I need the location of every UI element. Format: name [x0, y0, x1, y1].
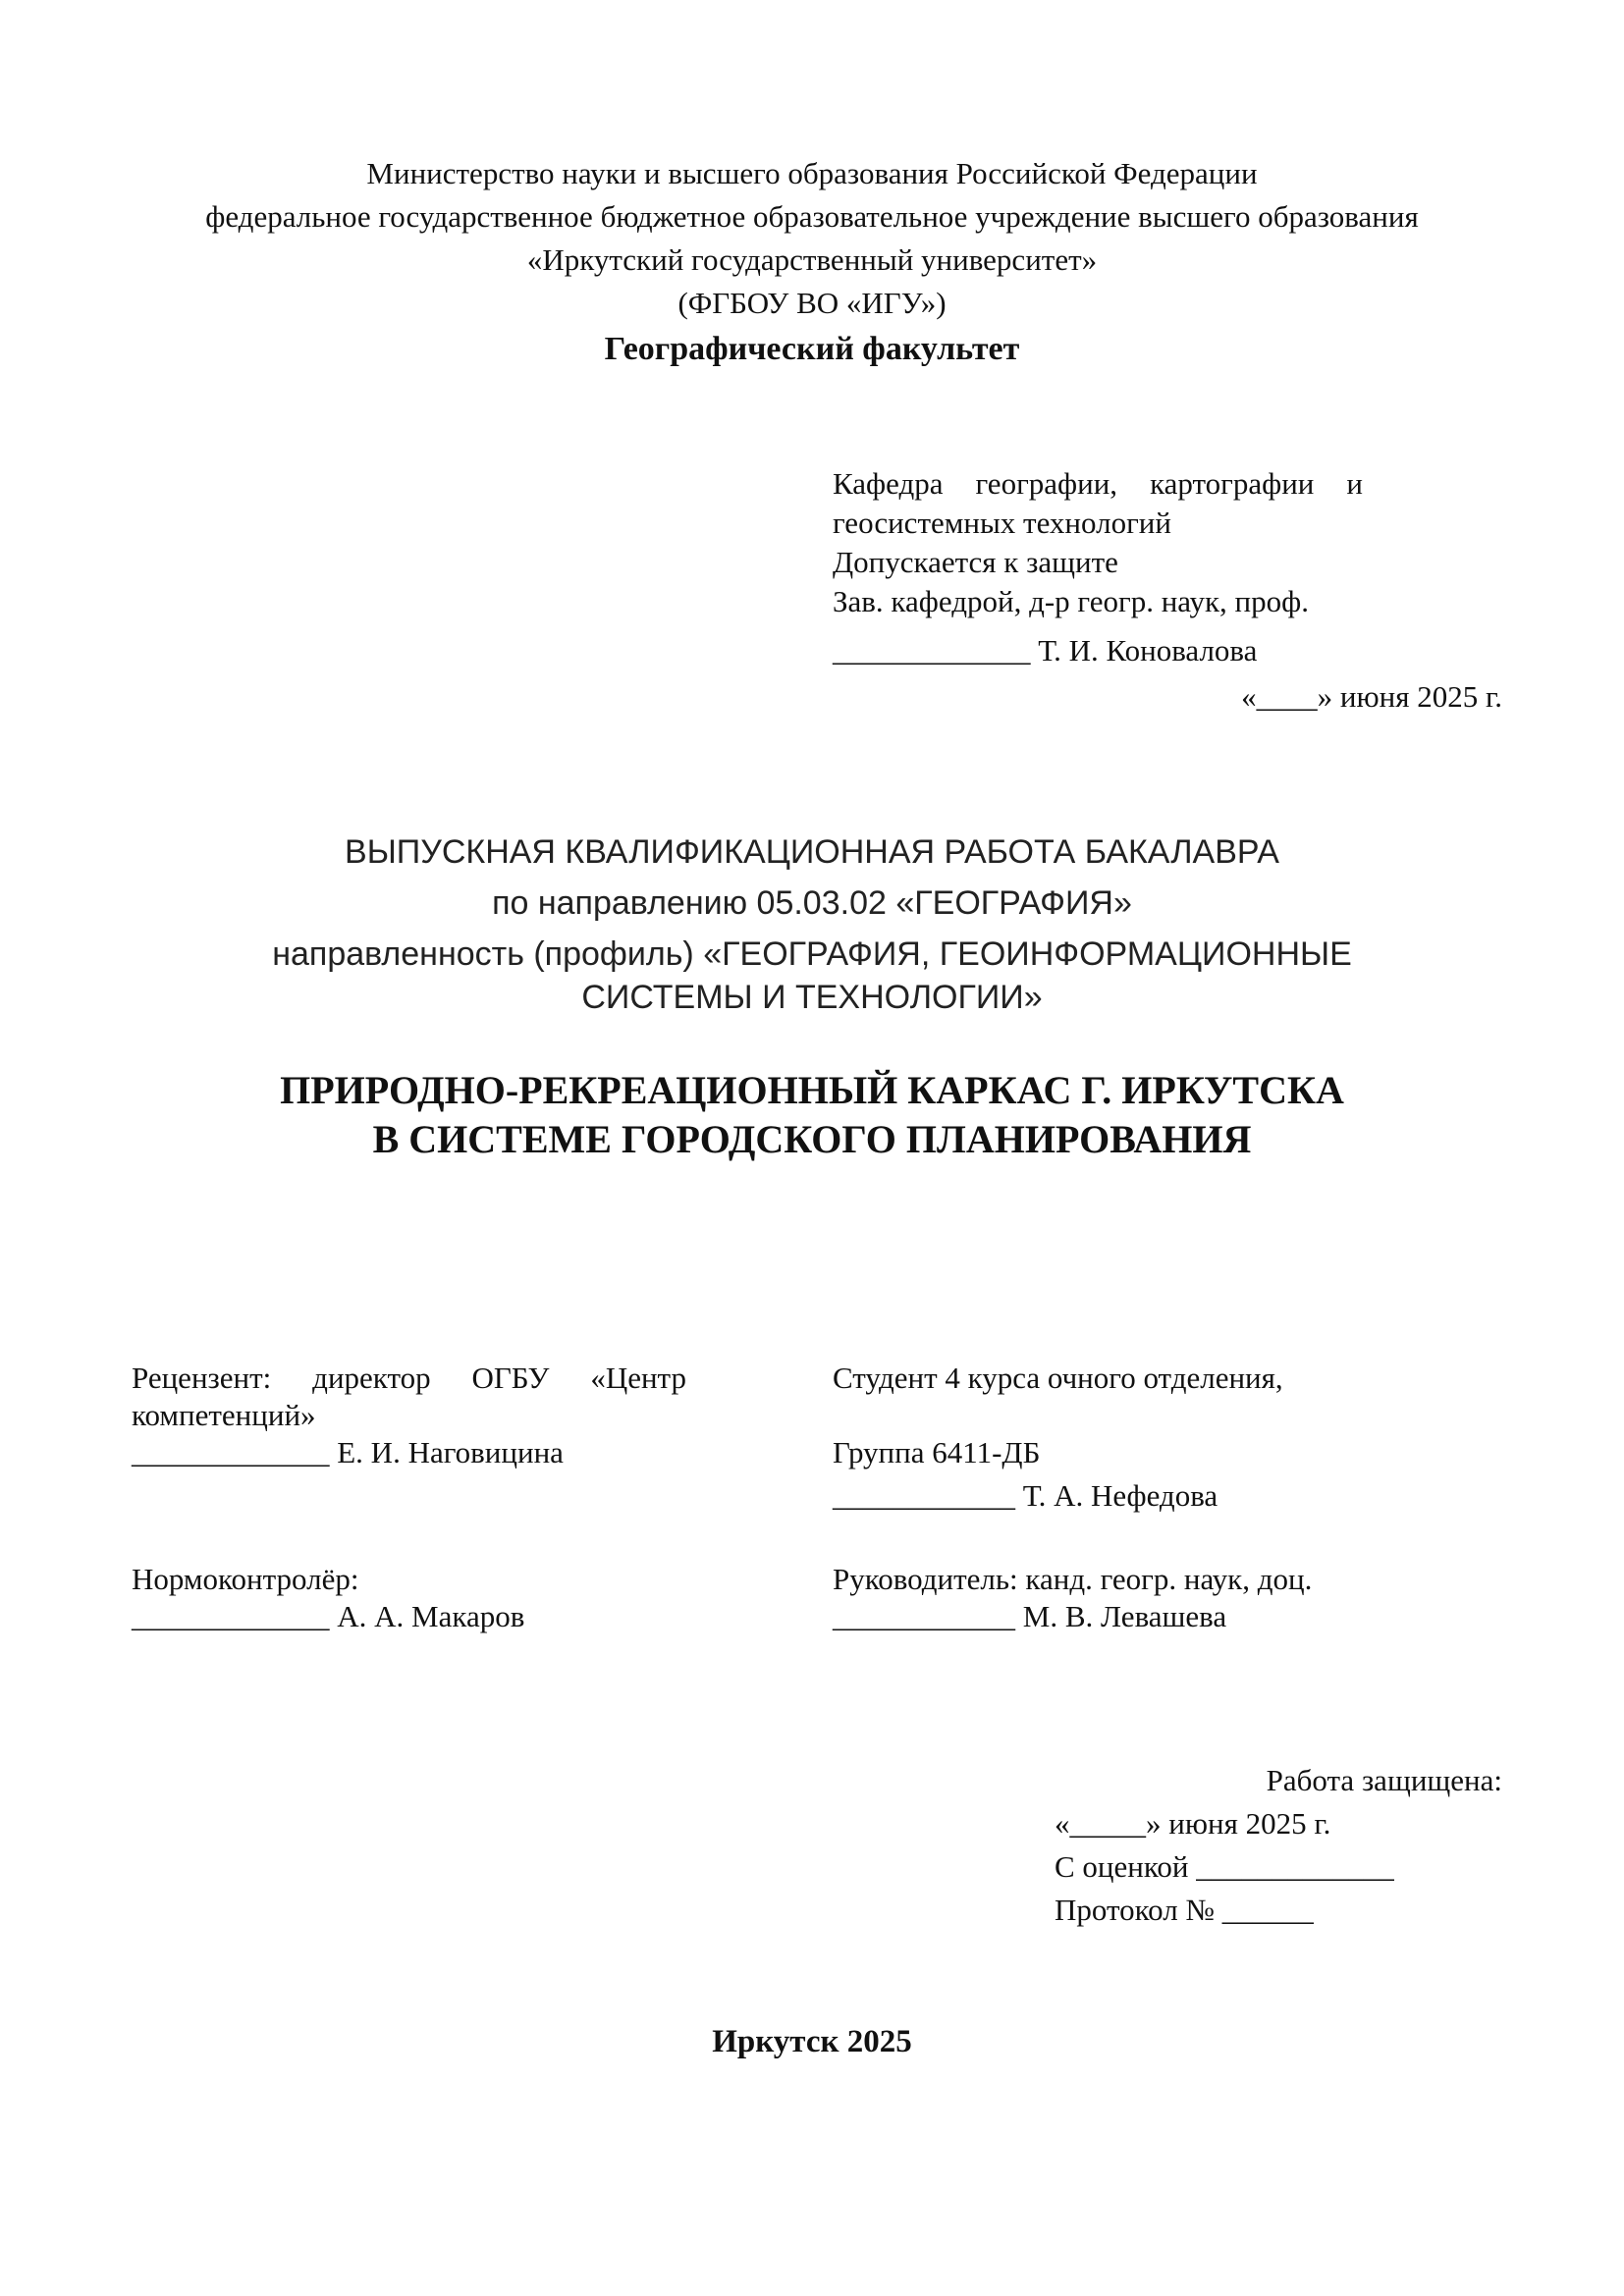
reviewer-word: ОГБУ: [471, 1361, 550, 1395]
work-profile-line-2: СИСТЕМЫ И ТЕХНОЛОГИИ»: [581, 979, 1043, 1016]
thesis-title-line-1: ПРИРОДНО-РЕКРЕАЦИОННЫЙ КАРКАС Г. ИРКУТСКА: [280, 1068, 1344, 1112]
thesis-title-line-2: В СИСТЕМЕ ГОРОДСКОГО ПЛАНИРОВАНИЯ: [372, 1117, 1252, 1161]
institution-type-line: федеральное государственное бюджетное образовательное учреждение высшего образования: [205, 199, 1419, 234]
department-word: и: [1346, 466, 1363, 501]
defense-grade: С оценкой _____________: [1055, 1849, 1394, 1884]
supervisor-signature: ____________ М. В. Левашева: [833, 1599, 1227, 1633]
work-profile-line-1: направленность (профиль) «ГЕОГРАФИЯ, ГЕОИНФОРМАЦИОННЫЕ: [272, 935, 1352, 973]
defense-protocol: Протокол № ______: [1055, 1893, 1314, 1927]
group-label: Группа 6411-ДБ: [833, 1435, 1041, 1469]
student-signature: ____________ Т. А. Нефедова: [833, 1478, 1218, 1513]
defense-protected: Работа защищена:: [1266, 1763, 1502, 1797]
defense-block: [1055, 1759, 1502, 1932]
supervisor-label: Руководитель: канд. геогр. наук, доц.: [833, 1562, 1313, 1596]
normcontrol-block: [132, 1561, 524, 1635]
faculty-heading: Географический факультет: [604, 331, 1020, 367]
head-title: Зав. кафедрой, д-р геогр. наук, проф.: [833, 584, 1309, 618]
department-word: географии,: [975, 466, 1118, 501]
reviewer-line-2: компетенций»: [132, 1398, 316, 1432]
department-line-1: [833, 464, 1363, 504]
head-signature: _____________ Т. И. Коновалова: [833, 633, 1258, 667]
admitted-label: Допускается к защите: [833, 545, 1118, 579]
work-type: ВЫПУСКНАЯ КВАЛИФИКАЦИОННАЯ РАБОТА БАКАЛАВРА: [345, 833, 1279, 871]
city-year: Иркутск 2025: [712, 2024, 912, 2059]
department-word: Кафедра: [833, 466, 944, 501]
ministry-line: Министерство науки и высшего образования Российской Федерации: [366, 156, 1258, 190]
reviewer-word: Рецензент:: [132, 1361, 272, 1395]
approval-block: [833, 464, 1363, 670]
approval-date: «____» июня 2025 г.: [1241, 679, 1502, 714]
defense-date: «_____» июня 2025 г.: [1055, 1806, 1331, 1841]
reviewer-line-1: [132, 1360, 686, 1397]
normcontrol-signature: _____________ А. А. Макаров: [132, 1599, 525, 1633]
reviewer-block: [132, 1360, 686, 1471]
reviewer-word: директор: [312, 1361, 431, 1395]
student-block: [833, 1360, 1283, 1515]
department-line-2: геосистемных технологий: [833, 506, 1171, 540]
supervisor-block: [833, 1561, 1312, 1635]
reviewer-word: «Центр: [590, 1361, 686, 1395]
work-direction: по направлению 05.03.02 «ГЕОГРАФИЯ»: [492, 884, 1132, 922]
abbreviation-line: (ФГБОУ ВО «ИГУ»): [677, 286, 947, 320]
university-line: «Иркутский государственный университет»: [526, 242, 1098, 277]
normcontrol-label: Нормоконтролёр:: [132, 1562, 359, 1596]
department-word: картографии: [1150, 466, 1315, 501]
student-label: Студент 4 курса очного отделения,: [833, 1361, 1283, 1395]
reviewer-signature: _____________ Е. И. Наговицина: [132, 1435, 564, 1469]
